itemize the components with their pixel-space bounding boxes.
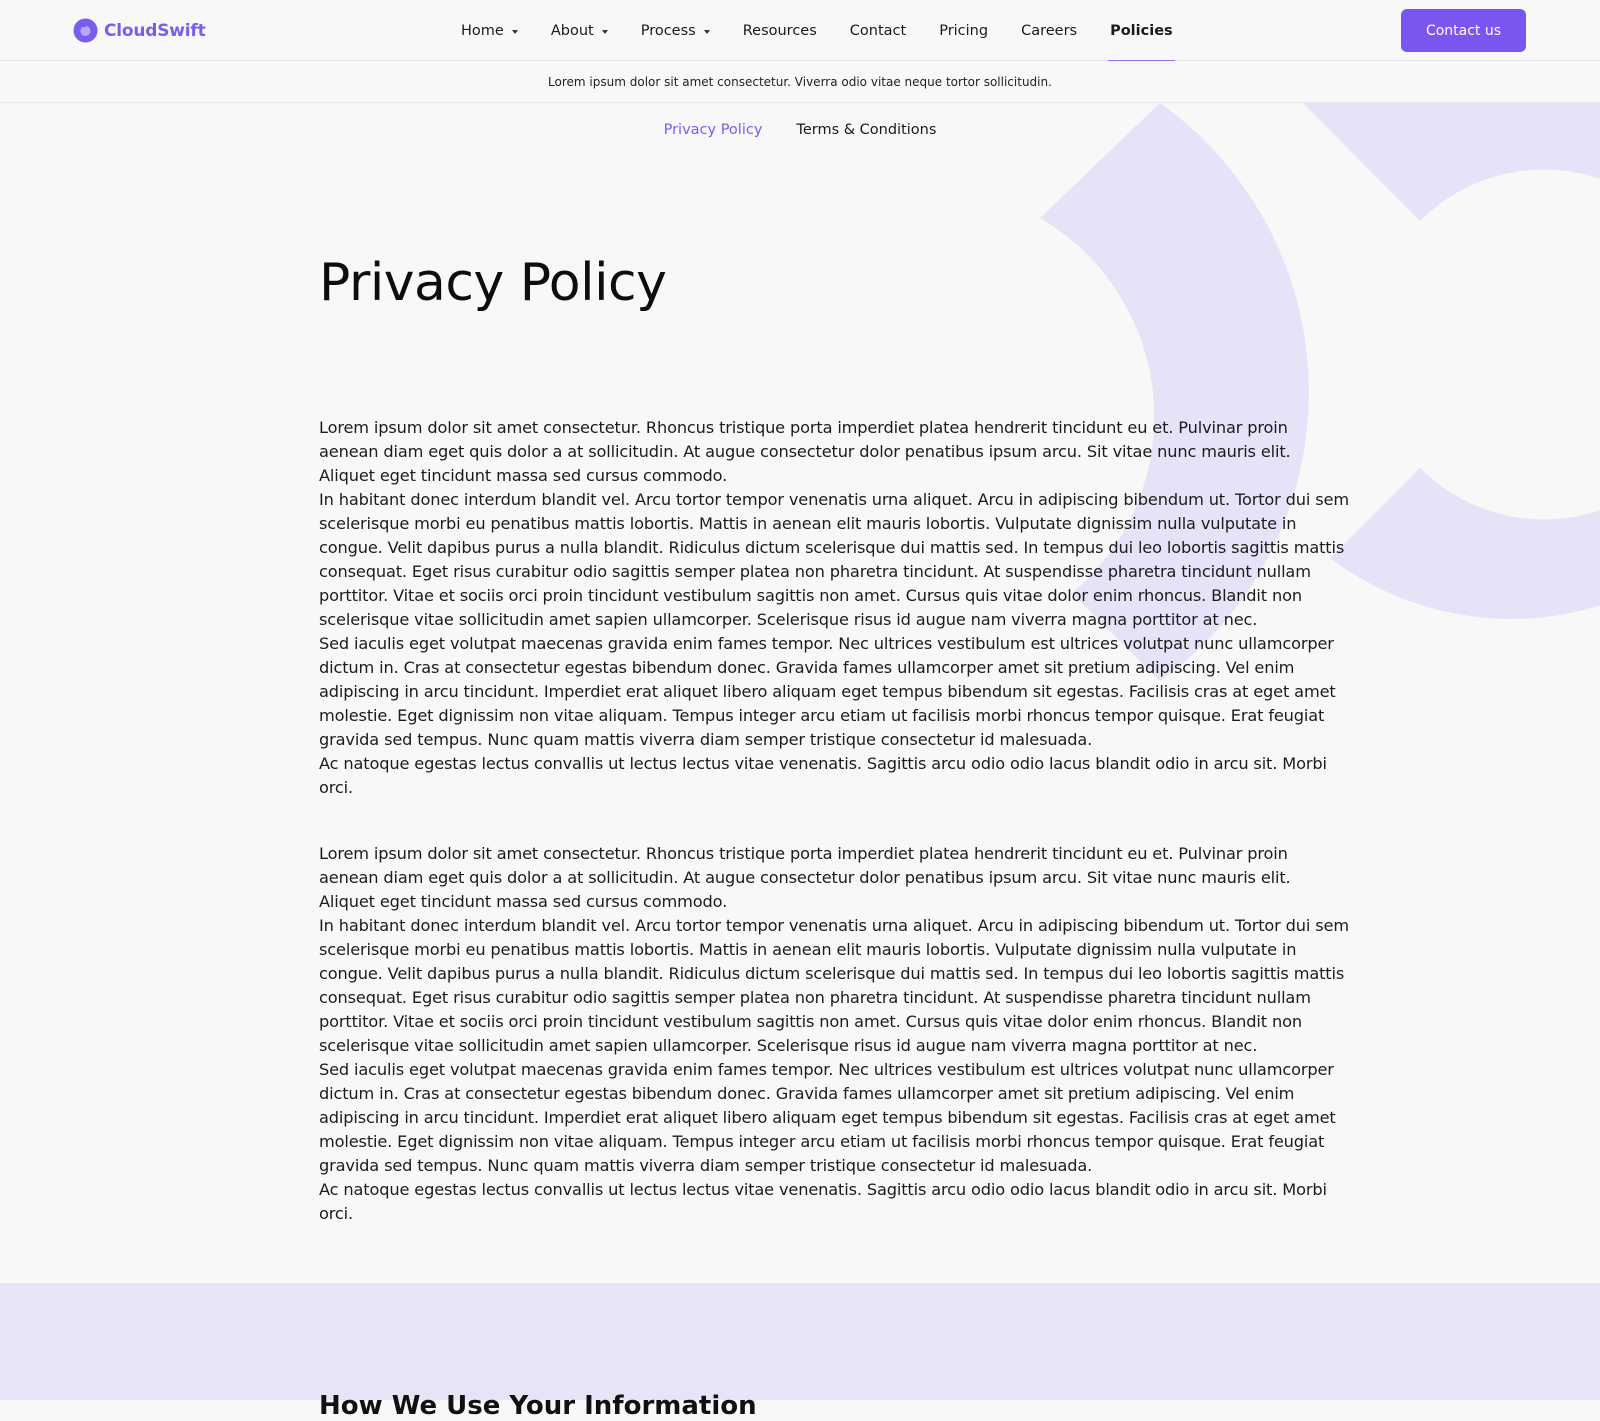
policy-section (319, 416, 1349, 800)
paragraph: Lorem ipsum dolor sit amet consectetur. Rhoncus tristique porta imperdiet platea hendrerit tincidunt eu et. Pulvinar proin aenean diam eget quis dolor a at sollicitudin. At augue consectetur dolor penatibus ipsum arcu. Sit vitae nunc mauris elit. Aliquet eget tincidunt massa sed cursus commodo. (319, 844, 1291, 912)
info-usage-section (0, 1283, 1600, 1421)
nav-label: Home (461, 22, 504, 39)
policy-content (319, 255, 1349, 1226)
contact-us-button[interactable]: Contact us (1401, 9, 1526, 52)
section-heading: How We Use Your Information (319, 1391, 757, 1421)
chevron-down-icon (704, 30, 710, 34)
paragraph: In habitant donec interdum blandit vel. Arcu tortor tempor venenatis urna aliquet. Arcu in adipiscing bibendum ut. Tortor dui sem scelerisque morbi eu penatibus mattis lobortis. Mattis in aenean elit mauris lobortis. Vulputate dignissim nulla vulputate in congue. Velit dapibus purus a nulla blandit. Ridiculus dictum scelerisque dui mattis sed. In tempus dui leo lobortis sagittis mattis consequat. Eget risus curabitur odio sagittis semper platea non pharetra tincidunt. At suspendisse pharetra tincidunt nullam porttitor. Vitae et sociis orci proin tincidunt vestibulum sagittis non amet. Cursus quis vitae dolor enim rhoncus. Blandit non scelerisque vitae sollicitudin amet sapien ullamcorper. Scelerisque risus id augue nam viverra magna porttitor at nec. (319, 490, 1349, 630)
nav-item-about[interactable] (551, 0, 608, 61)
paragraph: Lorem ipsum dolor sit amet consectetur. Rhoncus tristique porta imperdiet platea hendrerit tincidunt eu et. Pulvinar proin aenean diam eget quis dolor a at sollicitudin. At augue consectetur dolor penatibus ipsum arcu. Sit vitae nunc mauris elit. Aliquet eget tincidunt massa sed cursus commodo. (319, 418, 1291, 486)
nav-item-pricing[interactable] (939, 0, 988, 61)
chevron-down-icon (602, 30, 608, 34)
cloudswift-logo-icon (73, 18, 98, 43)
announcement-text: Lorem ipsum dolor sit amet consectetur. Viverra odio vitae neque tortor sollicitudin. (548, 74, 1052, 89)
nav-label: Policies (1110, 22, 1173, 39)
nav-label: Process (640, 22, 696, 39)
main-nav (461, 0, 1206, 61)
chevron-down-icon (512, 30, 518, 34)
announcement-bar (0, 61, 1600, 103)
tab-privacy-policy[interactable]: Privacy Policy (663, 122, 763, 138)
nav-label: Resources (742, 22, 817, 39)
policy-tabs (0, 122, 1600, 138)
nav-item-careers[interactable] (1021, 0, 1077, 61)
paragraph: Sed iaculis eget volutpat maecenas gravida enim fames tempor. Nec ultrices vestibulum est ultrices volutpat nunc ullamcorper dictum in. Cras at consectetur egestas bibendum donec. Gravida fames ullamcorper amet sit pretium adipiscing. Vel enim adipiscing in arcu tincidunt. Imperdiet erat aliquet libero aliquam eget tempus bibendum sit egestas. Facilisis cras at eget amet molestie. Eget dignissim non vitae aliquam. Tempus integer arcu etiam ut facilisis morbi rhoncus tempor quisque. Erat feugiat gravida sed tempus. Nunc quam mattis viverra diam semper tristique consectetur id malesuada. (319, 1060, 1336, 1176)
paragraph: In habitant donec interdum blandit vel. Arcu tortor tempor venenatis urna aliquet. Arcu in adipiscing bibendum ut. Tortor dui sem scelerisque morbi eu penatibus mattis lobortis. Mattis in aenean elit mauris lobortis. Vulputate dignissim nulla vulputate in congue. Velit dapibus purus a nulla blandit. Ridiculus dictum scelerisque dui mattis sed. In tempus dui leo lobortis sagittis mattis consequat. Eget risus curabitur odio sagittis semper platea non pharetra tincidunt. At suspendisse pharetra tincidunt nullam porttitor. Vitae et sociis orci proin tincidunt vestibulum sagittis non amet. Cursus quis vitae dolor enim rhoncus. Blandit non scelerisque vitae sollicitudin amet sapien ullamcorper. Scelerisque risus id augue nam viverra magna porttitor at nec. (319, 916, 1349, 1056)
site-header (0, 0, 1600, 61)
policy-section (319, 842, 1349, 1226)
paragraph: Sed iaculis eget volutpat maecenas gravida enim fames tempor. Nec ultrices vestibulum est ultrices volutpat nunc ullamcorper dictum in. Cras at consectetur egestas bibendum donec. Gravida fames ullamcorper amet sit pretium adipiscing. Vel enim adipiscing in arcu tincidunt. Imperdiet erat aliquet libero aliquam eget tempus bibendum sit egestas. Facilisis cras at eget amet molestie. Eget dignissim non vitae aliquam. Tempus integer arcu etiam ut facilisis morbi rhoncus tempor quisque. Erat feugiat gravida sed tempus. Nunc quam mattis viverra diam semper tristique consectetur id malesuada. (319, 634, 1336, 750)
paragraph: Ac natoque egestas lectus convallis ut lectus lectus vitae venenatis. Sagittis arcu odio odio lacus blandit odio in arcu sit. Morbi orci. (319, 1180, 1327, 1224)
nav-item-process[interactable] (641, 0, 710, 61)
nav-label: Careers (1021, 22, 1078, 39)
nav-label: About (550, 22, 594, 39)
page-title: Privacy Policy (319, 253, 667, 313)
paragraph: Ac natoque egestas lectus convallis ut lectus lectus vitae venenatis. Sagittis arcu odio odio lacus blandit odio in arcu sit. Morbi orci. (319, 754, 1327, 798)
tab-terms-conditions[interactable]: Terms & Conditions (796, 122, 937, 138)
nav-item-policies[interactable] (1110, 0, 1173, 61)
nav-label: Pricing (939, 22, 989, 39)
nav-label: Contact (849, 22, 907, 39)
nav-item-home[interactable] (461, 0, 518, 61)
nav-item-contact[interactable] (850, 0, 906, 61)
brand-logo[interactable] (73, 18, 206, 43)
brand-name: CloudSwift (104, 20, 206, 41)
nav-item-resources[interactable] (743, 0, 817, 61)
